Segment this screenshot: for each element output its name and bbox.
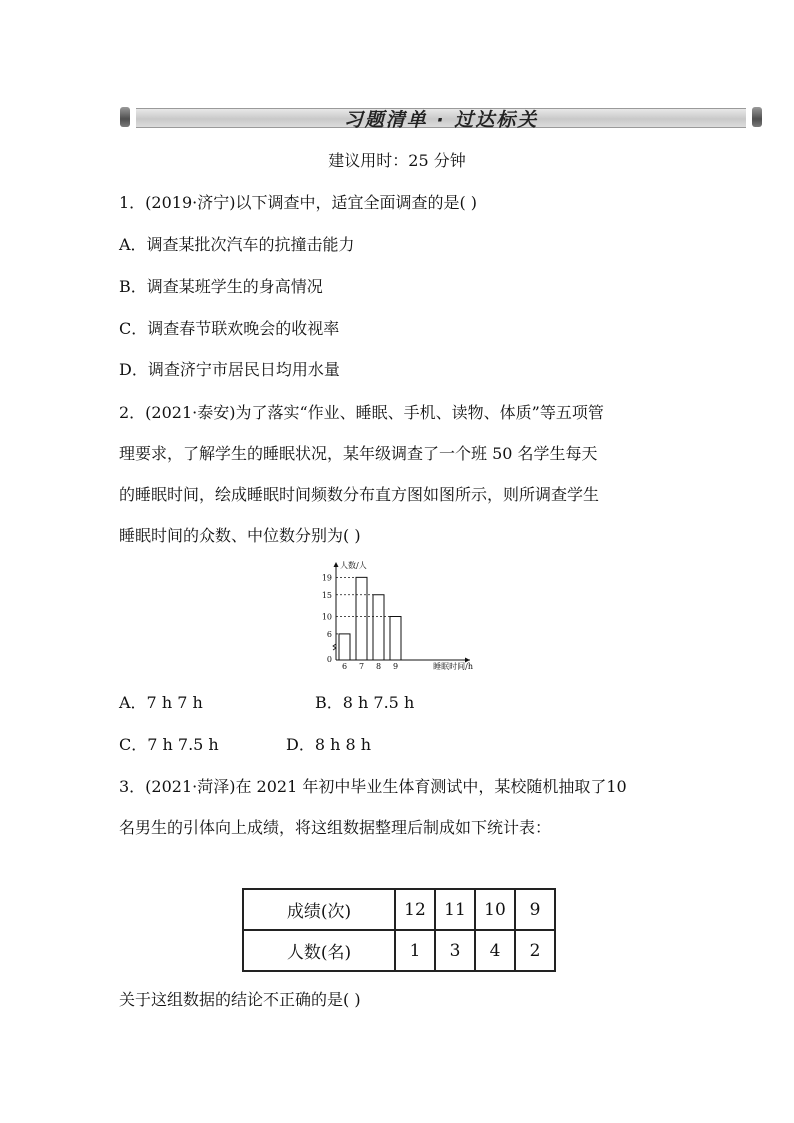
table-cell: 9	[515, 889, 555, 930]
table-cell: 1	[395, 930, 435, 971]
table-cell: 11	[435, 889, 475, 930]
y-tick-label: 15	[321, 590, 332, 600]
table-row	[243, 889, 555, 930]
q1-option-b: B．调查某班学生的身高情况	[119, 277, 323, 296]
y-axis-label: 人数/人	[340, 561, 367, 570]
x-tick-label: 8	[375, 662, 382, 671]
q1-option-c: C．调查春节联欢晚会的收视率	[119, 319, 340, 338]
q2-line-4: 睡眠时间的众数、中位数分别为( )	[119, 526, 361, 545]
table-cell: 3	[435, 930, 475, 971]
q2-option-a: A．7 h 7 h	[119, 693, 203, 712]
x-tick-label: 9	[392, 662, 399, 671]
table-cell: 12	[395, 889, 435, 930]
x-tick-label: 7	[358, 662, 365, 671]
suggested-time: 建议用时：25 分钟	[328, 151, 466, 170]
y-tick-label: 19	[321, 573, 332, 583]
q2-line-1: 2．(2021·泰安)为了落实“作业、睡眠、手机、读物、体质”等五项管	[119, 403, 604, 422]
histogram-bar	[390, 617, 401, 661]
section-banner	[118, 104, 764, 130]
histogram-bar	[339, 634, 350, 660]
histogram-bar	[373, 595, 384, 660]
q2-line-2: 理要求，了解学生的睡眠状况，某年级调查了一个班 50 名学生每天	[119, 444, 598, 463]
table-cell: 4	[475, 930, 515, 971]
q2-line-3: 的睡眠时间，绘成睡眠时间频数分布直方图如图所示，则所调查学生	[119, 485, 600, 504]
table-cell: 10	[475, 889, 515, 930]
y-tick-label: 0	[326, 655, 332, 664]
q3-line-2: 名男生的引体向上成绩，将这组数据整理后制成如下统计表：	[119, 818, 552, 837]
q2-option-c: C．7 h 7.5 h	[119, 735, 219, 754]
table-row	[243, 930, 555, 971]
q2-option-b: B．8 h 7.5 h	[315, 693, 415, 712]
banner-title: 习题清单 · 过达标关	[343, 109, 539, 131]
y-axis-arrow	[334, 562, 339, 567]
table-header-score: 成绩(次)	[243, 889, 395, 930]
table-cell: 2	[515, 930, 555, 971]
q1-option-d: D．调查济宁市居民日均用水量	[119, 360, 340, 379]
q1-option-a: A．调查某批次汽车的抗撞击能力	[119, 235, 355, 254]
y-tick-label: 10	[321, 612, 332, 622]
q2-option-d: D．8 h 8 h	[286, 735, 372, 754]
q1-stem: 1．(2019·济宁)以下调查中，适宜全面调查的是( )	[119, 193, 478, 212]
sleep-histogram	[312, 558, 477, 676]
histogram-bar	[356, 577, 367, 660]
x-tick-label: 6	[341, 662, 348, 671]
x-axis-label: 睡眠时间/h	[433, 662, 473, 671]
q3-question: 关于这组数据的结论不正确的是( )	[119, 990, 361, 1009]
q3-line-1: 3．(2021·菏泽)在 2021 年初中毕业生体育测试中，某校随机抽取了10	[119, 777, 627, 796]
table-header-count: 人数(名)	[243, 930, 395, 971]
score-table	[242, 888, 556, 972]
y-tick-label: 6	[326, 629, 332, 639]
